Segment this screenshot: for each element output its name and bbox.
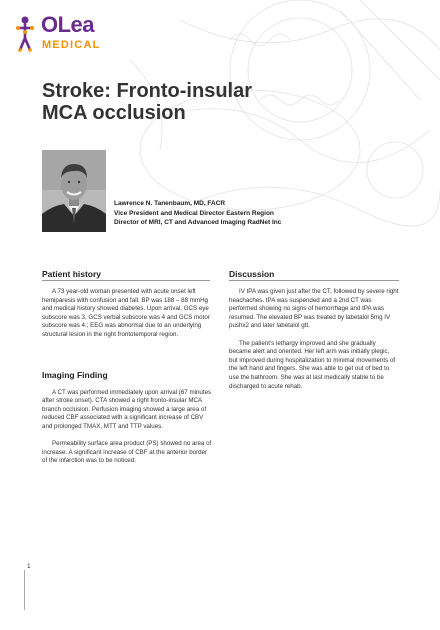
discussion-heading: Discussion: [229, 269, 275, 279]
discussion-paragraph: IV tPA was given just after the CT, followed by severe right heachaches. tPA was suspended and a 2nd CT was performed showing no signs of hemorrhage and tPA was resumed. The elevated BP was treated by labetalol 5mg IV pushx2 and later labetalol gtt.: [229, 288, 399, 330]
imaging-finding-heading: Imaging Finding: [42, 369, 108, 380]
page-number: 1: [27, 563, 31, 570]
brand-name: OLea: [41, 12, 95, 37]
author-photo: [42, 150, 106, 232]
title-line-2: MCA occlusion: [42, 102, 186, 124]
author-affiliation: Director of MRI, CT and Advanced Imaging RadNet Inc: [114, 219, 282, 226]
brand-tagline: MEDICAL: [42, 39, 101, 51]
left-column: [42, 269, 212, 466]
imaging-finding-paragraph: Permeability surface area product (PS) showed no area of increase. A significant increase of CBF at the anterior border of the infarction was to be noticed.: [42, 440, 212, 465]
page-title: [42, 80, 402, 124]
imaging-finding-paragraph: A CT was performed immediately upon arrival (67 minutes after stroke onset). CTA showed a right fronto-insular MCA branch occlusion. Perfusion imaging showed a large area of reduced CBF associated with a significant increase of CBV and prolonged TMAX, MTT and TTP values.: [42, 388, 212, 430]
discussion-paragraph: The patient's lethargy improved and she gradually became alert and oriented. Her left arm was initially plegic, but improved during hospitalization to minimal movements of the left hand and fingers. She was able to get out of bed to use the bathroom. She was at last medically stable to be discharged to acute rehab.: [229, 339, 396, 390]
author-position: Vice President and Medical Director Eastern Region: [114, 209, 274, 217]
page-margin-line: [24, 570, 25, 610]
human-figure-icon: [14, 16, 36, 52]
patient-history-paragraph: A 73 year-old woman presented with acute onset left hemiparesis with confusion and fall. BP was 188 – 88 mmHg and medical history showed diabetes. Upon arrival, GCS eye subscore was 3, GCS verbal subscore was 4 and GCS motor subscore was 4.; EEG was abnormal due to an underlying structural lesion in the right frontotemporal region.: [42, 288, 210, 338]
author-info: [114, 199, 414, 228]
author-name: Lawrence N. Tanenbaum, MD, FACR: [114, 200, 226, 207]
patient-history-heading: Patient history: [42, 269, 102, 279]
right-column: [229, 269, 399, 391]
title-line-1: Stroke: Fronto-insular: [42, 80, 253, 102]
olea-medical-logo: [14, 14, 134, 54]
